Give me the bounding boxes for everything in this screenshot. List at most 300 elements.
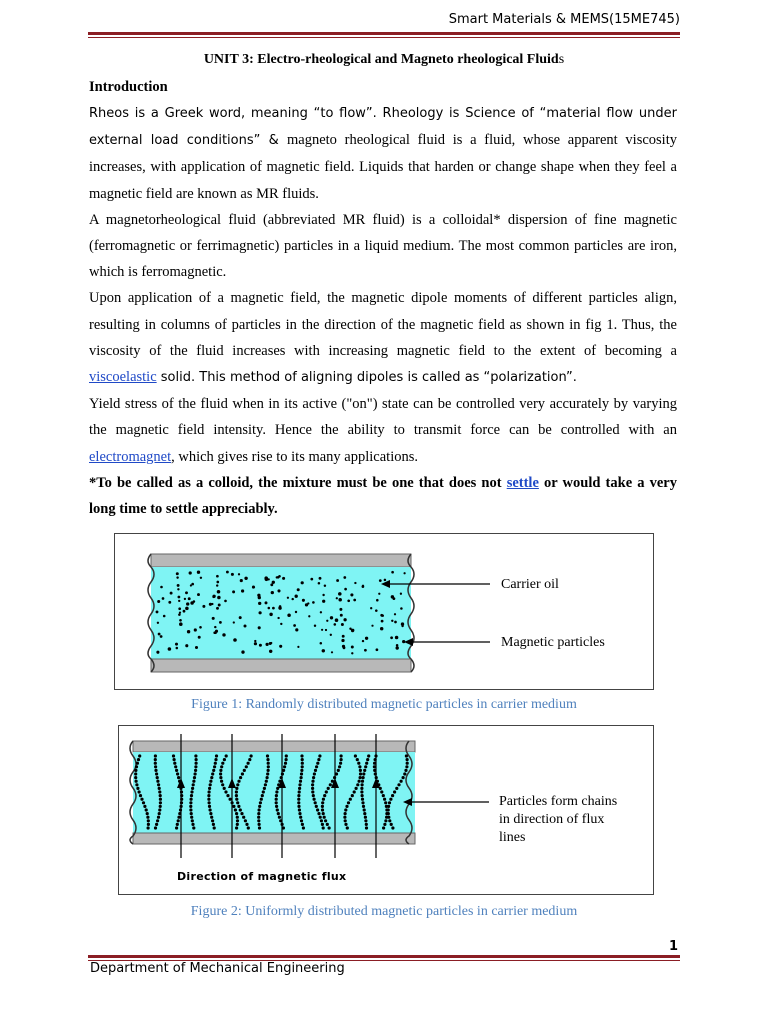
- fig2-particle: [173, 762, 176, 765]
- fig1-particle: [244, 625, 247, 628]
- fig1-particle: [268, 607, 271, 610]
- fig2-particle: [388, 819, 391, 822]
- fig1-particle: [270, 642, 272, 644]
- fig1-particle: [301, 581, 304, 584]
- fig2-particle: [278, 816, 281, 819]
- label-carrier-oil: Carrier oil: [501, 577, 559, 592]
- fig2-particle: [314, 801, 317, 804]
- viscoelastic-link[interactable]: viscoelastic: [89, 369, 157, 386]
- fig2-particle: [226, 794, 229, 797]
- fig1-particle: [195, 646, 198, 649]
- fig2-particle: [147, 826, 150, 829]
- paragraph-4-part-a: Yield stress of the fluid when in its active ("on") state can be controlled very accurately by varying the magnetic field intensity. Hence the ability to transmit force can be controlled with an: [89, 396, 677, 439]
- fig2-particle: [302, 826, 305, 829]
- fig1-particle: [295, 628, 298, 631]
- fig2-particle: [344, 808, 347, 811]
- fig2-particle: [321, 823, 324, 826]
- fig2-particle: [383, 823, 386, 826]
- fig2-particle: [275, 805, 278, 808]
- fig2-particle: [362, 805, 365, 808]
- fig1-particle: [258, 596, 261, 599]
- fig2-particle: [363, 769, 366, 772]
- fig1-particle: [293, 624, 296, 627]
- fig2-particle: [137, 758, 140, 761]
- footer-rule: [88, 955, 680, 958]
- fig1-particle: [287, 597, 289, 599]
- fig1-particle: [265, 601, 268, 604]
- paragraph-3-part-b: solid. This method of aligning dipoles is called as “polarization”.: [156, 370, 577, 386]
- fig2-particle: [354, 754, 357, 757]
- fig2-particle: [403, 772, 406, 775]
- fig1-particle: [394, 613, 396, 615]
- fig1-particle: [183, 610, 186, 613]
- fig2-particle: [154, 769, 157, 772]
- fig2-particle: [235, 787, 238, 790]
- fig1-particle: [217, 596, 221, 600]
- fig1-particle: [232, 590, 235, 593]
- fig2-particle: [172, 754, 175, 757]
- fig2-particle: [247, 826, 250, 829]
- fig2-particle: [301, 762, 304, 765]
- fig2-particle: [192, 826, 195, 829]
- fig1-particle: [186, 602, 189, 605]
- fig2-particle: [189, 805, 192, 808]
- label-flux-direction: Direction of magnetic flux: [177, 870, 347, 883]
- fig1-particle: [351, 629, 354, 632]
- fig2-particle: [159, 805, 162, 808]
- fig2-particle: [235, 798, 238, 801]
- fig2-particle: [402, 776, 405, 779]
- fig2-particle: [325, 790, 328, 793]
- fig2-particle: [191, 823, 194, 826]
- figure-1: [114, 533, 654, 690]
- fig2-particle: [312, 794, 315, 797]
- fig2-particle: [192, 780, 195, 783]
- fig2-particle: [343, 816, 346, 819]
- fig2-particle: [154, 826, 157, 829]
- fig1-particle: [239, 616, 242, 619]
- paragraph-1: [89, 100, 677, 207]
- fig2-particle: [297, 798, 300, 801]
- fig2-particle: [194, 772, 197, 775]
- fig1-particle: [295, 611, 297, 613]
- fig2-particle: [317, 758, 320, 761]
- fig2-particle: [298, 787, 301, 790]
- fig2-particle: [261, 794, 264, 797]
- fig2-particle: [234, 808, 237, 811]
- fig2-particle: [135, 765, 138, 768]
- fig2-particle: [236, 819, 239, 822]
- fig2-particle: [311, 787, 314, 790]
- fig2-particle: [406, 758, 409, 761]
- fig2-particle: [229, 798, 232, 801]
- fig1-particle: [269, 613, 272, 616]
- fig1-particle: [379, 579, 382, 582]
- fig2-particle: [236, 816, 239, 819]
- fig2-particle: [347, 801, 350, 804]
- fig2-particle: [236, 801, 239, 804]
- fig2-particle: [346, 826, 349, 829]
- fig1-particle: [241, 589, 244, 592]
- fig2-particle: [344, 812, 347, 815]
- settle-link[interactable]: settle: [506, 474, 539, 491]
- fig2-particle: [213, 826, 216, 829]
- fig1-particle: [258, 626, 261, 629]
- fig1-particle: [347, 599, 350, 602]
- fig2-particle: [146, 816, 149, 819]
- fig1-particle: [319, 577, 322, 580]
- fig2-particle: [382, 826, 385, 829]
- fig1-particle: [233, 621, 235, 623]
- fig2-particle: [190, 812, 193, 815]
- fig1-particle: [216, 581, 219, 584]
- fig2-particle: [391, 794, 394, 797]
- fig1-particle: [272, 607, 275, 610]
- fig2-particle: [317, 812, 320, 815]
- fig2-particle: [393, 790, 396, 793]
- fig2-particle: [159, 794, 162, 797]
- fig2-particle: [159, 801, 162, 804]
- fig2-particle: [315, 765, 318, 768]
- fig2-particle: [314, 769, 317, 772]
- fig1-particle: [241, 650, 244, 653]
- fig2-particle: [353, 790, 356, 793]
- fig1-particle: [343, 576, 346, 579]
- fig1-particle: [351, 652, 353, 654]
- fig2-particle: [361, 783, 364, 786]
- fig2-particle: [243, 769, 246, 772]
- fig2-particle: [174, 765, 177, 768]
- fig1-particle: [297, 646, 299, 648]
- fig1-particle: [157, 622, 159, 624]
- fig2-particle: [245, 823, 248, 826]
- fig2-particle: [265, 780, 268, 783]
- fig1-particle: [330, 616, 333, 619]
- fig1-particle: [396, 646, 399, 649]
- fig2-particle: [300, 776, 303, 779]
- note-part-b: or would take a very long time to settle appreciably.: [89, 474, 677, 518]
- fig1-particle: [342, 645, 345, 648]
- fig2-particle: [237, 805, 240, 808]
- fig2-particle: [299, 780, 302, 783]
- fig1-particle: [265, 643, 268, 646]
- label-chains-line-1: Particles form chains: [499, 794, 618, 809]
- fig1-particle: [376, 599, 379, 602]
- fig2-particle: [258, 826, 261, 829]
- fig2-particle: [319, 816, 322, 819]
- fig2-particle: [211, 819, 214, 822]
- fig2-particle: [212, 823, 215, 826]
- fig2-particle: [155, 772, 158, 775]
- fig1-particle: [160, 635, 163, 638]
- fig1-particle: [185, 644, 188, 647]
- fig1-particle: [320, 642, 323, 645]
- note-part-a: *To be called as a colloid, the mixture must be one that does not: [89, 474, 507, 491]
- fig1-particle: [271, 591, 274, 594]
- fig2-particle: [219, 769, 222, 772]
- page-number: 1: [668, 939, 678, 954]
- fig2-particle: [242, 816, 245, 819]
- paragraph-4-part-b: , which gives rise to its many applications.: [171, 448, 418, 465]
- fig1-particle: [338, 598, 342, 602]
- fig2-particle: [209, 783, 212, 786]
- fig1-particle: [162, 597, 165, 600]
- fig1-particle: [240, 579, 243, 582]
- fig2-particle: [158, 812, 161, 815]
- fig2-particle: [391, 826, 394, 829]
- fig2-particle: [297, 805, 300, 808]
- fig2-particle: [362, 772, 365, 775]
- fig2-particle: [388, 801, 391, 804]
- fig2-particle: [156, 776, 159, 779]
- fig2-particle: [247, 762, 250, 765]
- fig2-particle: [364, 816, 367, 819]
- fig2-particle: [215, 754, 218, 757]
- fig1-particle: [282, 577, 285, 580]
- fig1-particle: [280, 623, 282, 625]
- fig1-particle: [279, 607, 282, 610]
- fig2-particle: [359, 776, 362, 779]
- fig2-particle: [235, 812, 238, 815]
- fig2-particle: [154, 765, 157, 768]
- label-magnetic-particles: Magnetic particles: [501, 635, 605, 650]
- fig2-particle: [365, 762, 368, 765]
- header-rule: [88, 32, 680, 35]
- fig1-particle: [343, 618, 346, 621]
- fig2-particle: [257, 819, 260, 822]
- fig2-particle: [383, 798, 386, 801]
- fig2-particle: [361, 798, 364, 801]
- fig1-particle: [198, 636, 201, 639]
- fig2-particle: [395, 787, 398, 790]
- fig2-particle: [158, 808, 161, 811]
- fig1-particle: [318, 582, 321, 585]
- fig2-particle: [195, 762, 198, 765]
- fig2-particle: [240, 812, 243, 815]
- fig2-particle: [176, 772, 179, 775]
- fig1-particle: [244, 577, 247, 580]
- fig2-particle: [155, 823, 158, 826]
- fig1-particle: [336, 579, 339, 582]
- fig1-particle: [341, 639, 344, 642]
- fig1-particle: [211, 603, 213, 605]
- fig2-particle: [207, 794, 210, 797]
- fig2-particle: [283, 765, 286, 768]
- fig1-particle: [381, 620, 384, 623]
- fig2-particle: [361, 794, 364, 797]
- fig2-particle: [235, 794, 238, 797]
- fig1-particle: [259, 644, 262, 647]
- fig1-particle: [396, 644, 399, 647]
- fig2-particle: [208, 787, 211, 790]
- fig1-particle: [362, 585, 365, 588]
- fig1-particle: [322, 600, 325, 603]
- fig1-particle: [231, 573, 234, 576]
- fig2-particle: [284, 762, 287, 765]
- fig1-particle: [177, 588, 179, 590]
- fig1-particle: [336, 597, 338, 599]
- fig2-particle: [359, 772, 362, 775]
- fig2-particle: [300, 754, 303, 757]
- fig2-particle: [250, 754, 253, 757]
- fig1-particle: [214, 626, 216, 628]
- fig2-particle: [363, 808, 366, 811]
- fig2-particle: [136, 762, 139, 765]
- fig2-particle: [262, 790, 265, 793]
- fig2-particle: [191, 787, 194, 790]
- unit-title-tail: s: [558, 52, 565, 67]
- fig2-particle: [300, 819, 303, 822]
- fig2-particle: [275, 798, 278, 801]
- section-heading: Introduction: [89, 79, 168, 95]
- fig2-particle: [236, 823, 239, 826]
- fig1-particle: [302, 599, 305, 602]
- fig1-particle: [212, 617, 215, 620]
- fig2-particle: [297, 794, 300, 797]
- fig1-particle: [252, 586, 255, 589]
- fig1-particle: [170, 592, 173, 595]
- figure-2: [118, 725, 654, 895]
- fig1-particle: [178, 596, 181, 599]
- fig2-particle: [213, 765, 216, 768]
- fig2-particle: [220, 780, 223, 783]
- fig2-particle: [264, 783, 267, 786]
- fig2-particle: [139, 794, 142, 797]
- fig1-particle: [270, 583, 273, 586]
- colloid-note: [89, 470, 677, 522]
- fig1-particle: [342, 635, 345, 638]
- fig2-particle: [312, 776, 315, 779]
- fig1-particle: [364, 649, 367, 652]
- fig1-particle: [185, 607, 189, 611]
- fig2-particle: [275, 790, 278, 793]
- fig2-particle: [277, 812, 280, 815]
- fig2-particle: [387, 816, 390, 819]
- header-rule-thin: [88, 37, 680, 38]
- fig2-particle: [232, 805, 235, 808]
- fig2-particle: [154, 754, 157, 757]
- fig1-particle: [200, 577, 202, 579]
- fig2-particle: [340, 758, 343, 761]
- fig2-particle: [266, 758, 269, 761]
- fig1-particle: [176, 572, 179, 575]
- fig2-particle: [219, 772, 222, 775]
- fig2-particle: [209, 780, 212, 783]
- fig2-top-plate: [133, 741, 415, 752]
- fig2-particle: [298, 783, 301, 786]
- fig2-particle: [156, 780, 159, 783]
- fig1-particle: [376, 648, 379, 651]
- fig1-particle: [395, 636, 399, 640]
- fig2-particle: [338, 765, 341, 768]
- fig2-particle: [365, 823, 368, 826]
- fig1-particle: [156, 610, 159, 613]
- fig2-particle: [344, 823, 347, 826]
- fig2-particle: [208, 801, 211, 804]
- fig2-particle: [257, 816, 260, 819]
- fig2-particle: [134, 776, 137, 779]
- fig1-particle: [197, 593, 200, 596]
- fig1-particle: [362, 640, 364, 642]
- fig2-particle: [266, 776, 269, 779]
- fig2-particle: [345, 805, 348, 808]
- fig2-particle: [390, 823, 393, 826]
- fig1-particle: [191, 583, 194, 586]
- fig2-particle: [208, 805, 211, 808]
- fig1-particle: [335, 618, 339, 622]
- fig1-particle: [185, 591, 188, 594]
- fig2-particle: [367, 754, 370, 757]
- fig1-particle: [297, 588, 300, 591]
- fig2-particle: [298, 812, 301, 815]
- fig2-particle: [211, 772, 214, 775]
- fig2-particle: [210, 816, 213, 819]
- fig2-particle: [406, 762, 409, 765]
- fig2-particle: [194, 754, 197, 757]
- fig1-particle: [219, 621, 222, 624]
- fig2-particle: [313, 798, 316, 801]
- fig2-particle: [339, 762, 342, 765]
- fig1-particle: [178, 607, 181, 610]
- fig2-particle: [193, 776, 196, 779]
- fig2-particle: [158, 790, 161, 793]
- fig2-particle: [259, 801, 262, 804]
- fig2-particle: [285, 754, 288, 757]
- fig1-particle: [338, 592, 342, 596]
- fig2-particle: [209, 808, 212, 811]
- fig1-particle: [216, 584, 218, 586]
- fig2-particle: [285, 758, 288, 761]
- fig2-particle: [357, 762, 360, 765]
- paragraph-1-part-b: magneto rheological fluid is a fluid, whose apparent viscosity increases, with application of magnetic field. Liquids that harden or change shape when they feel a magnetic field are known as MR fluids.: [89, 132, 677, 202]
- fig1-particle: [226, 571, 229, 574]
- paragraph-2: A magnetorheological fluid (abbreviated MR fluid) is a colloidal* dispersion of fine magnetic (ferromagnetic or ferrimagnetic) particles in a liquid medium. The most common particles are iron, which is ferromagnetic.: [89, 211, 677, 281]
- fig1-particle: [344, 588, 347, 591]
- electromagnet-link[interactable]: electromagnet: [89, 448, 172, 465]
- fig2-particle: [298, 790, 301, 793]
- fig1-particle: [330, 634, 332, 636]
- fig2-particle: [266, 754, 269, 757]
- fig2-particle: [263, 787, 266, 790]
- fig2-particle: [349, 798, 352, 801]
- fig2-particle: [364, 765, 367, 768]
- fig2-particle: [315, 805, 318, 808]
- fig2-particle: [214, 762, 217, 765]
- fig2-particle: [300, 769, 303, 772]
- fig2-particle: [147, 819, 150, 822]
- fig2-particle: [157, 816, 160, 819]
- fig2-particle: [235, 790, 238, 793]
- fig2-particle: [313, 772, 316, 775]
- fig2-particle: [239, 808, 242, 811]
- label-chains: [499, 793, 617, 847]
- fig2-particle: [191, 819, 194, 822]
- body-text: [89, 100, 677, 522]
- fig2-particle: [404, 769, 407, 772]
- fig2-particle: [142, 801, 145, 804]
- fig2-particle: [258, 823, 261, 826]
- fig2-particle: [189, 808, 192, 811]
- fig1-particle: [354, 582, 356, 584]
- fig1-particle: [184, 598, 186, 600]
- fig1-particle: [322, 649, 325, 652]
- fig2-particle: [237, 780, 240, 783]
- fig1-particle: [326, 620, 328, 622]
- fig2-particle: [225, 754, 228, 757]
- fig2-particle: [311, 780, 314, 783]
- running-header: Smart Materials & MEMS(15ME745): [448, 12, 680, 27]
- paragraph-3-part-a: Upon application of a magnetic field, the magnetic dipole moments of different particles align, resulting in columns of particles in the direction of the magnetic field as shown in fig 1. Thus, the viscosity of the fluid increases with increasing magnetic field to the extent of becoming a: [89, 290, 677, 359]
